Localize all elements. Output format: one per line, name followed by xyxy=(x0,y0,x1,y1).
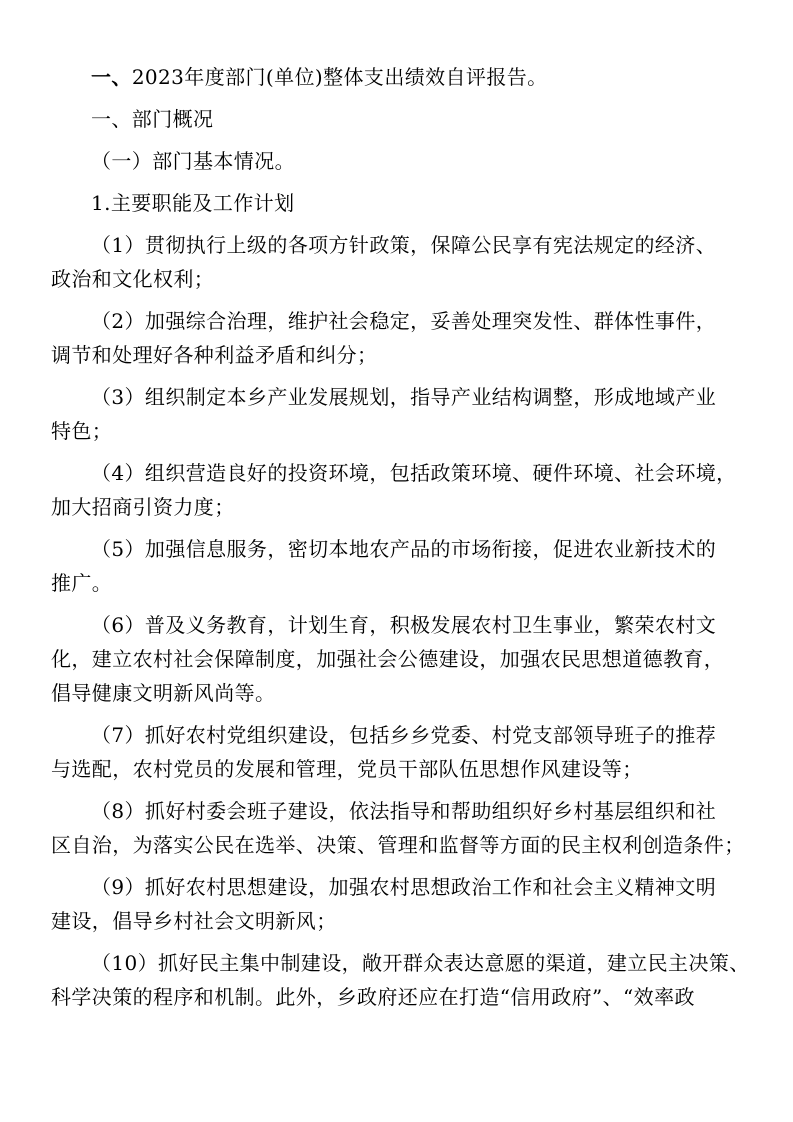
paragraph-line: 政治和文化权利； xyxy=(51,267,215,291)
paragraph-line: 倡导健康文明新风尚等。 xyxy=(51,681,276,705)
section-heading: 一、部门概况 xyxy=(91,107,214,131)
paragraph-line: （3）组织制定本乡产业发展规划，指导产业结构调整，形成地域产业 xyxy=(91,385,717,409)
list-item xyxy=(51,228,751,296)
paragraph-line: （10）抓好民主集中制建设，敞开群众表达意愿的渠道，建立民主决策、 xyxy=(91,951,750,975)
report-title-text: 2023年度部门(单位)整体支出绩效自评报告。 xyxy=(131,65,548,89)
paragraph-line: 区自治，为落实公民在选举、决策、管理和监督等方面的民主权利创造条件； xyxy=(51,833,745,857)
subsection-heading: （一）部门基本情况。 xyxy=(91,149,295,173)
duty-list xyxy=(51,228,751,1014)
list-item xyxy=(51,380,751,448)
report-title-lead: 一、 xyxy=(91,65,132,89)
list-item xyxy=(51,304,751,372)
list-item xyxy=(51,946,751,1014)
paragraph-line: （2）加强综合治理，维护社会稳定，妥善处理突发性、群体性事件， xyxy=(91,309,717,333)
paragraph-line: 特色； xyxy=(51,419,113,443)
paragraph-line: （1）贯彻执行上级的各项方针政策，保障公民享有宪法规定的经济、 xyxy=(91,233,717,257)
paragraph-line: 加大招商引资力度； xyxy=(51,495,235,519)
topic-heading: 1.主要职能及工作计划 xyxy=(91,191,295,215)
list-item xyxy=(51,608,751,710)
paragraph-line: 建设，倡导乡村社会文明新风； xyxy=(51,909,337,933)
paragraph-line: （6）普及义务教育，计划生育，积极发展农村卫生事业，繁荣农村文 xyxy=(91,613,717,637)
paragraph-line: （5）加强信息服务，密切本地农产品的市场衔接，促进农业新技术的 xyxy=(91,537,717,561)
list-item xyxy=(51,718,751,786)
list-item xyxy=(51,532,751,600)
list-item xyxy=(51,456,751,524)
paragraph-line: （4）组织营造良好的投资环境，包括政策环境、硬件环境、社会环境， xyxy=(91,461,737,485)
document-page xyxy=(51,60,751,1014)
report-title xyxy=(51,60,751,94)
paragraph-line: 与选配，农村党员的发展和管理，党员干部队伍思想作风建设等； xyxy=(51,757,643,781)
paragraph-line: 化，建立农村社会保障制度，加强社会公德建设，加强农民思想道德教育， xyxy=(51,647,725,671)
paragraph-line: 推广。 xyxy=(51,571,113,595)
list-item xyxy=(51,870,751,938)
paragraph-line: 调节和处理好各种利益矛盾和纠分； xyxy=(51,343,378,367)
paragraph-line: （8）抓好村委会班子建设，依法指导和帮助组织好乡村基层组织和社 xyxy=(91,799,717,823)
list-item xyxy=(51,794,751,862)
paragraph-line: （9）抓好农村思想建设，加强农村思想政治工作和社会主义精神文明 xyxy=(91,875,717,899)
paragraph-line: （7）抓好农村党组织建设，包括乡乡党委、村党支部领导班子的推荐 xyxy=(91,723,717,747)
paragraph-line: 科学决策的程序和机制。此外，乡政府还应在打造“信用政府”、“效率政 xyxy=(51,985,695,1009)
